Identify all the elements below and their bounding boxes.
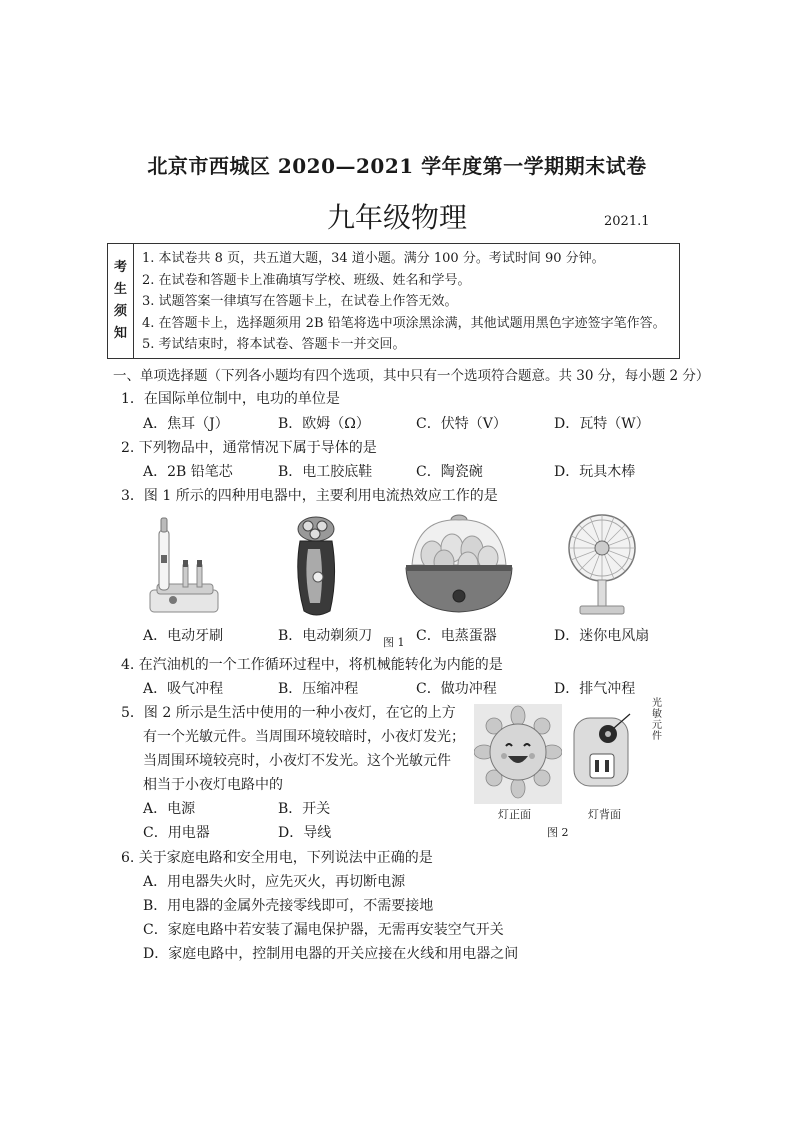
q6-option-c: C．家庭电路中若安装了漏电保护器，无需再安装空气开关	[143, 922, 504, 938]
exam-date: 2021.1	[604, 214, 650, 229]
q6-option-a: A．用电器失火时，应先灭火，再切断电源	[143, 874, 406, 890]
notice-lines	[142, 248, 666, 356]
exam-subtitle: 九年级物理	[326, 201, 467, 234]
q5-option-d: D．导线	[278, 825, 332, 841]
q2-option-b: B．电工胶底鞋	[278, 464, 373, 480]
q6-stem: 6. 关于家庭电路和安全用电，下列说法中正确的是	[121, 850, 433, 866]
q5-line: 当周围环境较亮时，小夜灯不发光。这个光敏元件	[143, 753, 451, 769]
notice-label-char: 须	[113, 304, 127, 319]
front-label: 灯正面	[498, 808, 531, 821]
q4-option-c: C．做功冲程	[416, 681, 497, 697]
q3-stem: 3．图 1 所示的四种用电器中，主要利用电流热效应工作的是	[121, 488, 498, 504]
q5-line: 有一个光敏元件。当周围环境较暗时，小夜灯发光；	[143, 729, 465, 745]
q1-option-b: B．欧姆（Ω）	[278, 416, 370, 432]
notice-label-char: 考	[113, 260, 127, 275]
notice-line: 3. 试题答案一律填写在答题卡上，在试卷上作答无效。	[142, 294, 458, 309]
figure2-label: 图 2	[547, 826, 569, 839]
q2-stem: 2. 下列物品中，通常情况下属于导体的是	[121, 440, 377, 456]
notice-label	[108, 244, 134, 358]
q3-option-a: A．电动牙刷	[143, 628, 224, 644]
sensor-label: 光敏元件	[652, 698, 662, 742]
exam-title: 北京市西城区 2020—2021 学年度第一学期期末试卷	[147, 154, 647, 178]
q6-option-d: D．家庭电路中，控制用电器的开关应接在火线和用电器之间	[143, 946, 519, 962]
q1-stem: 1．在国际单位制中，电功的单位是	[121, 391, 340, 407]
q5-line: 5．图 2 所示是生活中使用的一种小夜灯，在它的上方	[121, 705, 456, 721]
q5-option-b: B．开关	[278, 801, 331, 817]
notice-line: 1. 本试卷共 8 页，共五道大题，34 道小题。满分 100 分。考试时间 90 分钟。	[142, 251, 605, 266]
q5-line: 相当于小夜灯电路中的	[143, 777, 283, 793]
q1-option-d: D．瓦特（W）	[554, 416, 650, 432]
q4-stem: 4. 在汽油机的一个工作循环过程中，将机械能转化为内能的是	[121, 657, 503, 673]
notice-line: 2. 在试卷和答题卡上准确填写学校、班级、姓名和学号。	[142, 272, 471, 288]
notice-box	[107, 243, 680, 359]
q5-option-a: A．电源	[143, 801, 196, 817]
q3-option-c: C．电蒸蛋器	[416, 628, 497, 644]
night-light-back-image	[570, 710, 632, 804]
egg-steamer-image	[402, 510, 516, 620]
q2-option-d: D．玩具木棒	[554, 464, 636, 480]
back-label: 灯背面	[588, 808, 621, 821]
section-heading: 一、单项选择题（下列各小题均有四个选项，其中只有一个选项符合题意。共 30 分，每小题 2 分）	[113, 368, 710, 384]
notice-line: 5. 考试结束时，将本试卷、答题卡一并交回。	[142, 337, 406, 352]
electric-toothbrush-image	[145, 510, 225, 618]
q2-option-a: A．2B 铅笔芯	[143, 464, 233, 480]
q1-option-a: A．焦耳（J）	[143, 416, 229, 432]
q3-option-d: D．迷你电风扇	[554, 628, 650, 644]
q5-option-c: C．用电器	[143, 825, 210, 841]
q2-option-c: C．陶瓷碗	[416, 464, 483, 480]
night-light-front-image	[474, 704, 562, 804]
q3-option-b: B．电动剃须刀	[278, 628, 373, 644]
electric-shaver-image	[290, 515, 350, 619]
q1-option-c: C．伏特（V）	[416, 416, 507, 432]
figure1-label: 图 1	[383, 636, 405, 649]
q4-option-b: B．压缩冲程	[278, 681, 359, 697]
notice-label-char: 知	[113, 326, 127, 341]
q6-option-b: B．用电器的金属外壳接零线即可，不需要接地	[143, 898, 434, 914]
mini-fan-image	[562, 510, 642, 618]
q4-option-a: A．吸气冲程	[143, 681, 224, 697]
notice-label-char: 生	[113, 282, 127, 297]
q4-option-d: D．排气冲程	[554, 681, 636, 697]
notice-line: 4. 在答题卡上，选择题须用 2B 铅笔将选中项涂黑涂满，其他试题用黑色字迹签字笔作答。	[142, 315, 666, 331]
